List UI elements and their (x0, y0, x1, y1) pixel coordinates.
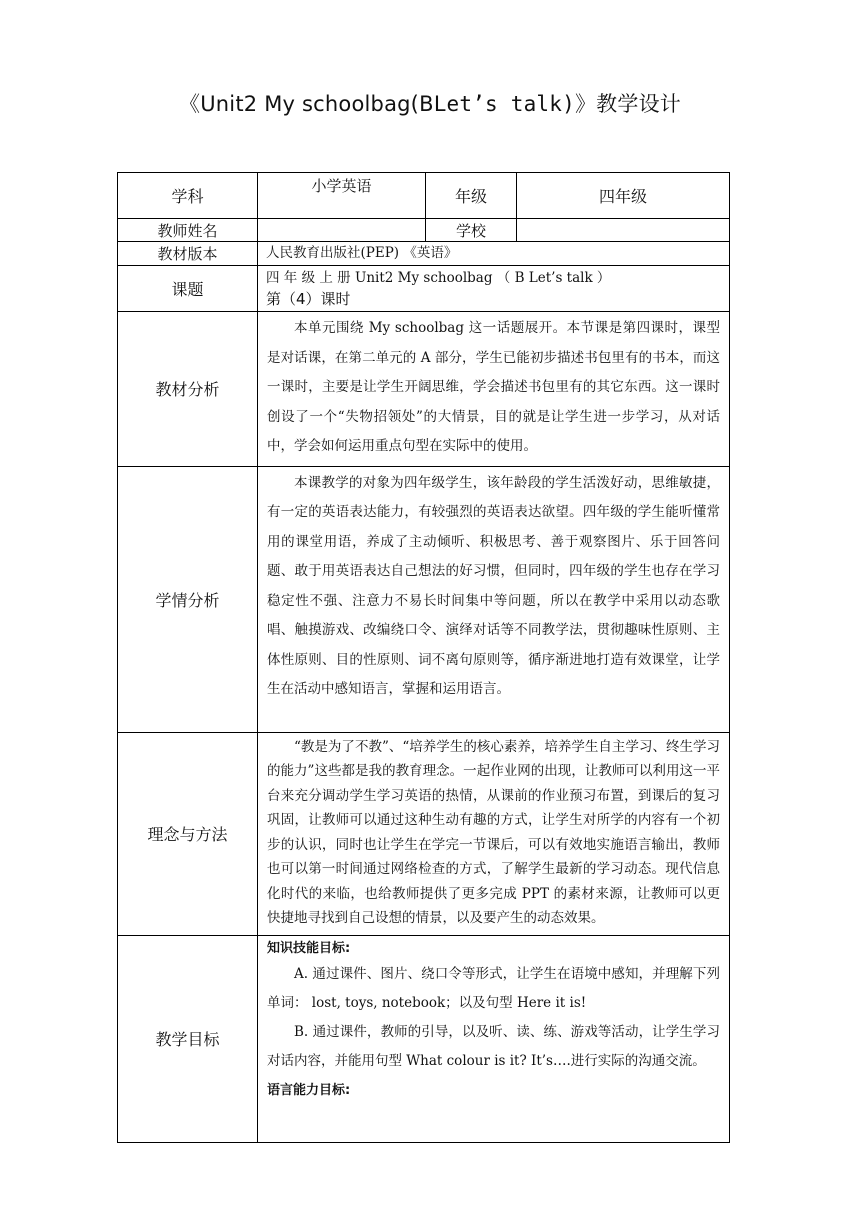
edition-value: 人民教育出版社(PEP) 《英语》 (258, 242, 730, 266)
topic-line-1: 四 年 级 上 册 Unit2 My schoolbag （ B Let’s talk ） (266, 269, 611, 286)
lesson-plan-table (117, 172, 730, 1143)
grade-label: 年级 (426, 173, 517, 219)
topic-value (258, 266, 730, 312)
school-label: 学校 (426, 219, 517, 242)
material-analysis-text: 本单元围绕 My schoolbag 这一话题展开。本节课是第四课时，课型是对话课，在第二单元的 A 部分，学生已能初步描述书包里有的书本，而这一课时，主要是让学生开阔思维，学会描述书包里有的其它东西。这一课时创设了一个“失物招领处”的大情景，目的就是让学生进一步学习，从对话中，学会如何运用重点句型在实际中的使用。 (267, 320, 720, 454)
goal-item-b: B. 通过课件，教师的引导，以及听、读、练、游戏等活动，让学生学习对话内容，并能用句型 What colour is it? It’s….进行实际的沟通交流。 (267, 1023, 720, 1069)
edition-label: 教材版本 (118, 242, 258, 266)
row-topic (118, 266, 730, 312)
teacher-value (258, 219, 426, 242)
row-teaching-goals (118, 935, 730, 1142)
document-title (0, 88, 860, 118)
row-subject (118, 173, 730, 219)
teacher-label: 教师姓名 (118, 219, 258, 242)
knowledge-goal-heading: 知识技能目标: (267, 940, 351, 956)
row-student-analysis (118, 466, 730, 732)
row-teacher (118, 219, 730, 242)
row-material-analysis (118, 312, 730, 467)
teaching-goals-content (258, 935, 730, 1142)
topic-label: 课题 (118, 266, 258, 312)
subject-value: 小学英语 (258, 173, 426, 219)
topic-line-2: 第（4）课时 (266, 289, 351, 308)
language-goal-heading: 语言能力目标: (267, 1082, 351, 1098)
grade-value: 四年级 (517, 173, 730, 219)
row-edition (118, 242, 730, 266)
goal-item-a: A. 通过课件、图片、绕口令等形式，让学生在语境中感知，并理解下列单词： lost, toys, notebook；以及句型 Here it is! (267, 965, 720, 1011)
row-ideas-methods (118, 732, 730, 935)
teaching-goals-label: 教学目标 (118, 935, 258, 1142)
student-analysis-text: 本课教学的对象为四年级学生，该年龄段的学生活泼好动，思维敏捷，有一定的英语表达能力，有较强烈的英语表达欲望。四年级的学生能听懂常用的课堂用语，养成了主动倾听、积极思考、善于观察图片、乐于回答问题、敢于用英语表达自己想法的好习惯，但同时，四年级的学生也存在学习稳定性不强、注意力不易长时间集中等问题，所以在教学中采用以动态歌唱、触摸游戏、改编绕口令、演绎对话等不同教学法，贯彻趣味性原则、主体性原则、目的性原则、词不离句原则等，循序渐进地打造有效课堂，让学生在活动中感知语言，掌握和运用语言。 (267, 474, 720, 697)
material-analysis-content (258, 312, 730, 467)
title-part-3: 》教学设计 (574, 92, 681, 116)
subject-label: 学科 (118, 173, 258, 219)
title-part-1: 《Unit2 My schoolbag(B (179, 92, 434, 116)
ideas-methods-label: 理念与方法 (118, 732, 258, 935)
material-analysis-label: 教材分析 (118, 312, 258, 467)
student-analysis-label: 学情分析 (118, 466, 258, 732)
school-value (517, 219, 730, 242)
ideas-methods-content (258, 732, 730, 935)
student-analysis-content (258, 466, 730, 732)
title-part-2: Let’s talk) (433, 92, 575, 116)
ideas-methods-text: “教是为了不教”、“培养学生的核心素养，培养学生自主学习、终生学习的能力”这些都是我的教育理念。一起作业网的出现，让教师可以利用这一平台来充分调动学生学习英语的热情，从课前的作业预习布置，到课后的复习巩固，让教师可以通过这种生动有趣的方式，让学生对所学的内容有一个初步的认识，同时也让学生在学完一节课后，可以有效地实施语言输出，教师也可以第一时间通过网络检查的方式，了解学生最新的学习动态。现代信息化时代的来临，也给教师提供了更多完成 PPT 的素材来源，让教师可以更快捷地寻找到自己设想的情景，以及要产生的动态效果。 (267, 738, 720, 926)
